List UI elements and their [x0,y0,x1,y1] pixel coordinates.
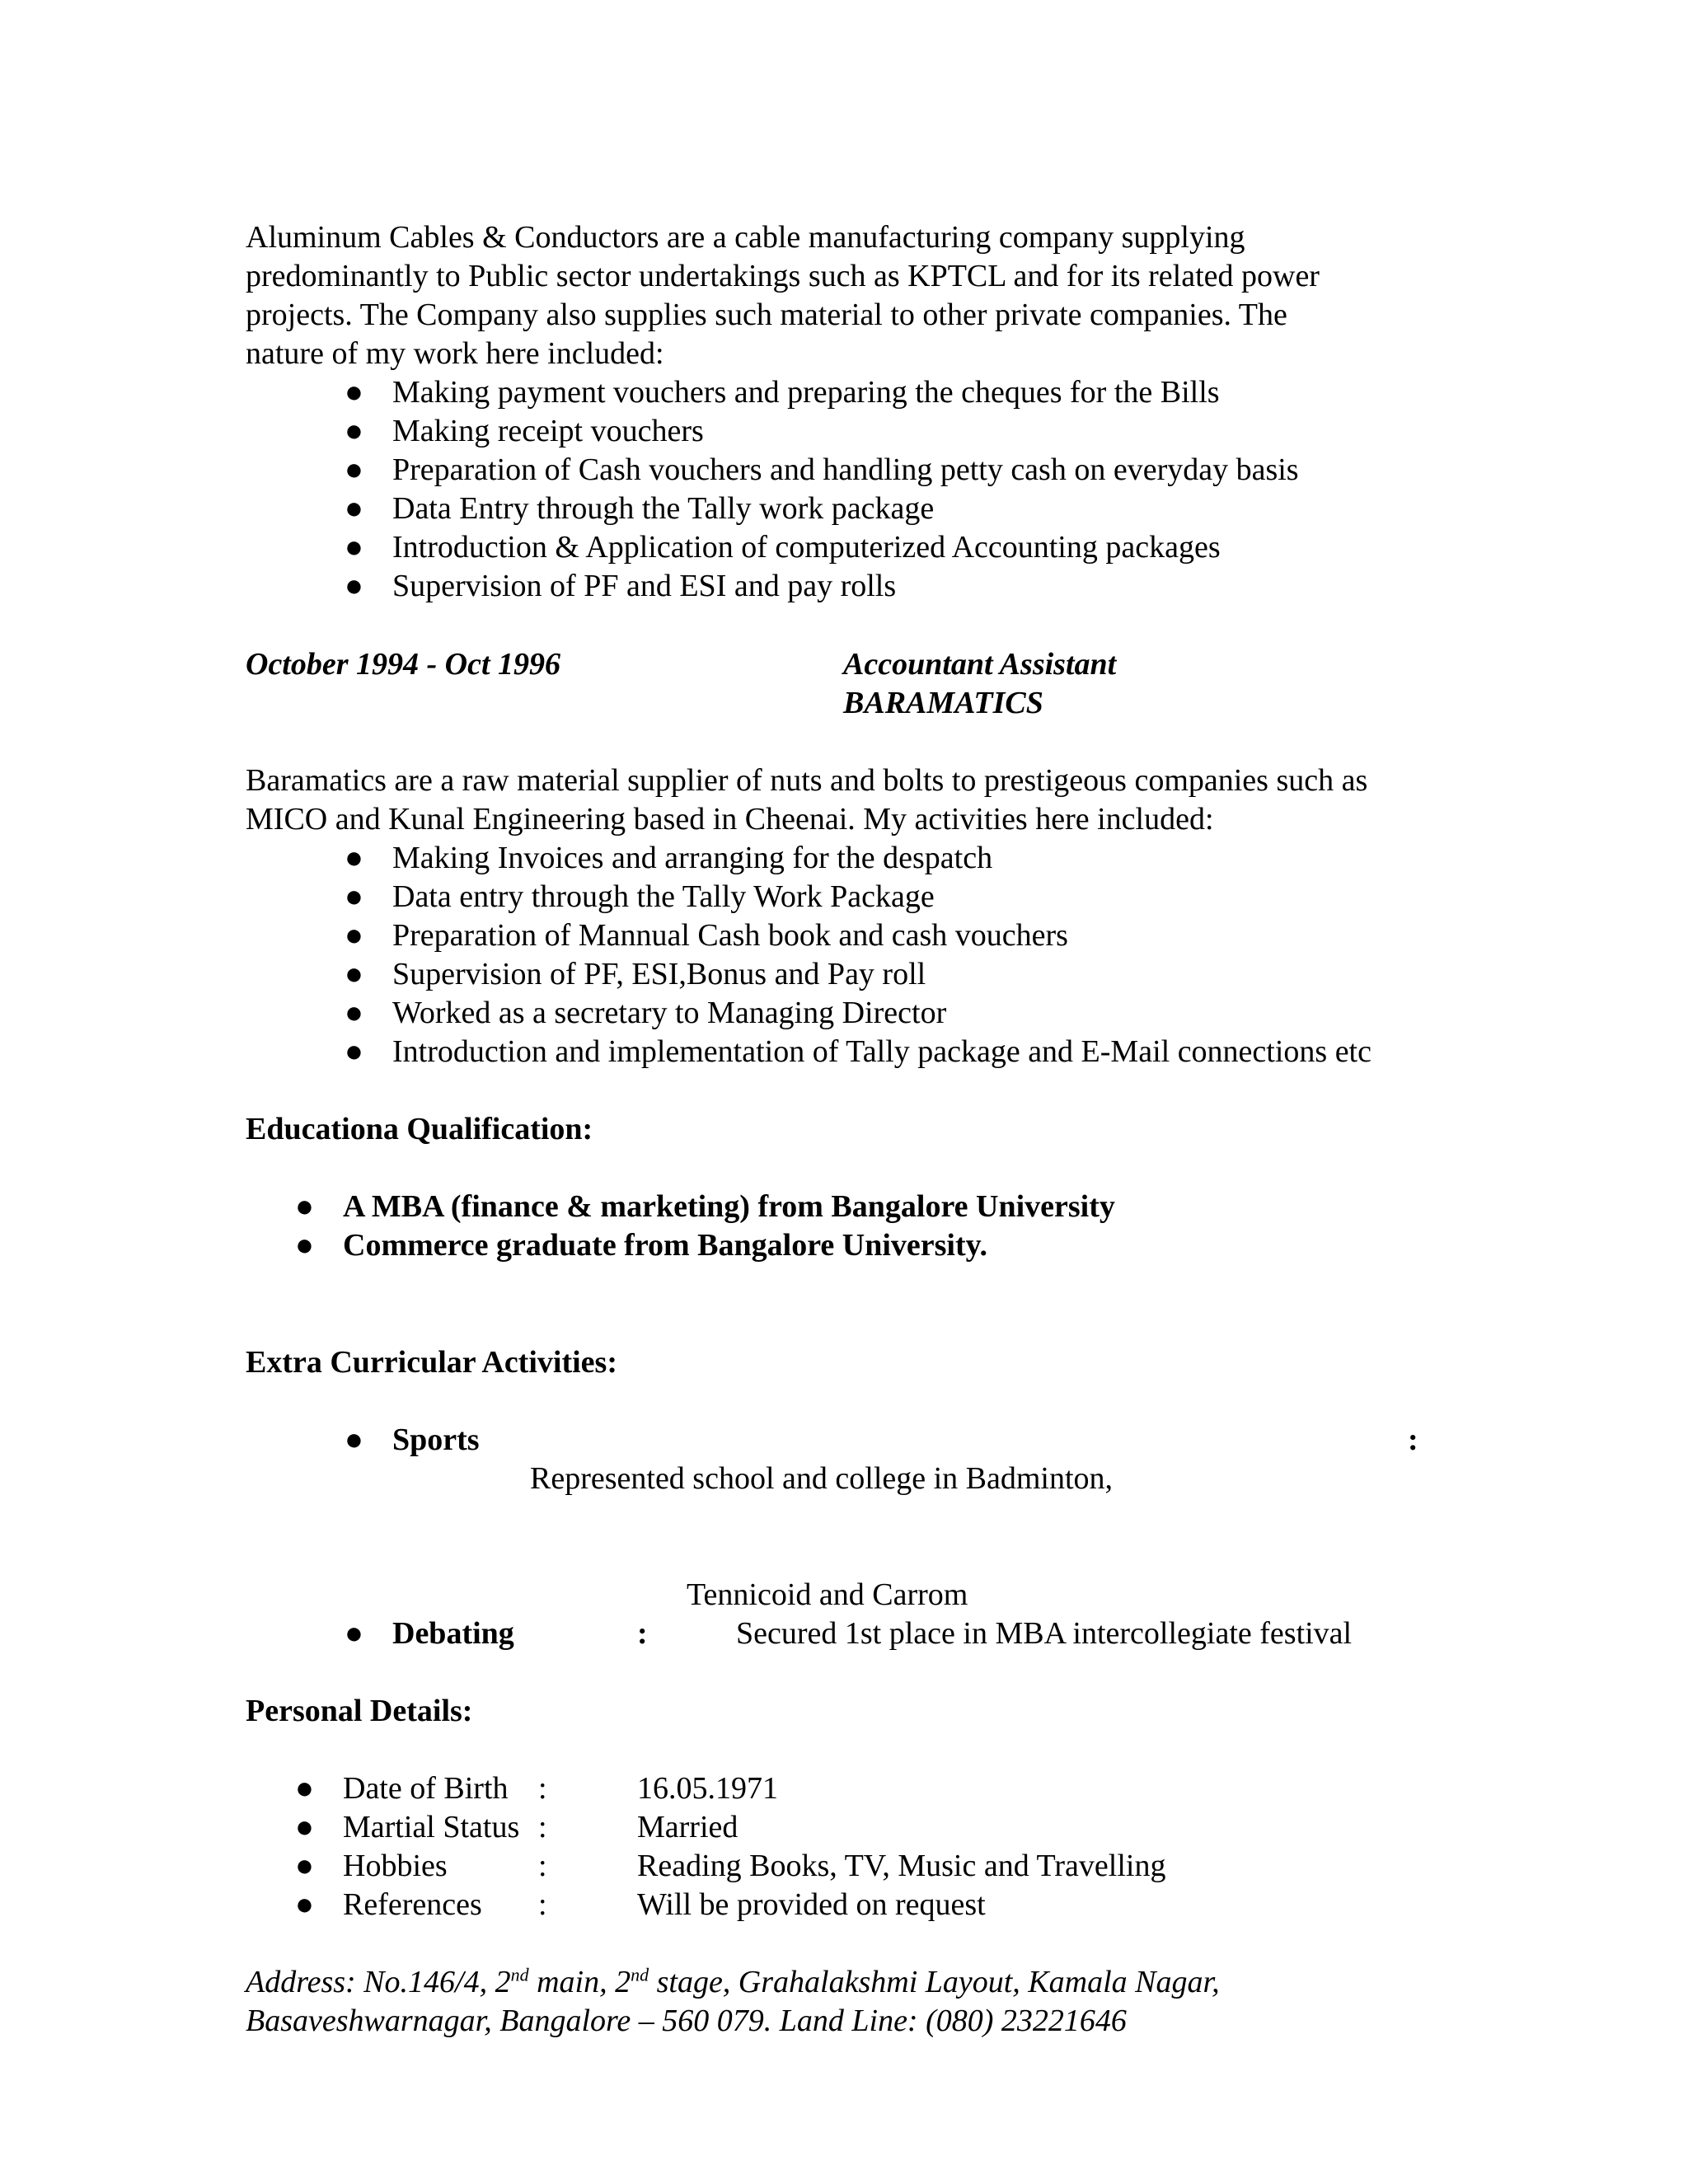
job2-company: BARAMATICS [843,686,1043,720]
personal-value: Will be provided on request [637,1887,986,1922]
debating-label: Debating [392,1616,514,1651]
personal-label: References [343,1887,482,1922]
list-item: A MBA (finance & marketing) from Bangalore University [343,1189,1115,1224]
list-item: Data Entry through the Tally work package [392,491,935,526]
personal-value: Reading Books, TV, Music and Travelling [637,1849,1166,1883]
list-item: Making Invoices and arranging for the despatch [392,841,993,875]
list-item: Preparation of Cash vouchers and handling petty cash on everyday basis [392,452,1299,487]
bullet-icon: ● [345,569,363,603]
personal-label: Martial Status [343,1810,520,1844]
address-sup-1: nd [510,1964,529,1985]
bullet-icon: ● [345,1616,363,1651]
personal-label: Date of Birth [343,1771,509,1806]
debating-text: Secured 1st place in MBA intercollegiate festival [736,1616,1353,1651]
personal-colon: : [538,1849,547,1883]
bullet-icon: ● [345,375,363,410]
bullet-icon: ● [345,491,363,526]
sports-text-2: Tennicoid and Carrom [687,1577,968,1612]
job2-line-1: Baramatics are a raw material supplier of nuts and bolts to prestigeous companies such as [246,763,1368,798]
list-item: Supervision of PF, ESI,Bonus and Pay roll [392,957,926,991]
bullet-icon: ● [345,879,363,914]
personal-heading: Personal Details: [246,1694,473,1728]
job1-line-2: predominantly to Public sector undertakings such as KPTCL and for its related power [246,259,1320,293]
bullet-icon: ● [345,841,363,875]
sports-colon: : [1408,1422,1418,1457]
bullet-icon: ● [345,957,363,991]
address-line-1 [246,1963,1220,2002]
bullet-icon: ● [295,1810,314,1844]
debating-colon: : [637,1616,648,1651]
list-item: Data entry through the Tally Work Package [392,879,935,914]
bullet-icon: ● [295,1887,314,1922]
bullet-icon: ● [345,414,363,448]
personal-value: 16.05.1971 [637,1771,778,1806]
job1-line-4: nature of my work here included: [246,336,664,371]
list-item: Commerce graduate from Bangalore University. [343,1228,988,1263]
bullet-icon: ● [345,530,363,565]
job2-line-2: MICO and Kunal Engineering based in Cheenai. My activities here included: [246,802,1214,837]
personal-colon: : [538,1810,547,1844]
list-item: Making receipt vouchers [392,414,704,448]
bullet-icon: ● [345,452,363,487]
address-mid: main, 2 [528,1965,631,1999]
bullet-icon: ● [345,918,363,953]
job2-role: Accountant Assistant [843,647,1117,682]
job2-period: October 1994 - Oct 1996 [246,647,561,682]
personal-value: Married [637,1810,738,1844]
extra-heading: Extra Curricular Activities: [246,1345,617,1380]
bullet-icon: ● [345,1422,363,1457]
job1-line-1: Aluminum Cables & Conductors are a cable manufacturing company supplying [246,220,1245,255]
bullet-icon: ● [295,1189,314,1224]
list-item: Worked as a secretary to Managing Director [392,996,947,1030]
list-item: Supervision of PF and ESI and pay rolls [392,569,897,603]
bullet-icon: ● [345,1034,363,1069]
personal-colon: : [538,1771,547,1806]
list-item: Preparation of Mannual Cash book and cash vouchers [392,918,1068,953]
education-heading: Educationa Qualification: [246,1112,593,1146]
bullet-icon: ● [295,1228,314,1263]
address-prefix: Address: No.146/4, 2 [246,1965,511,1999]
personal-colon: : [538,1887,547,1922]
bullet-icon: ● [295,1849,314,1883]
personal-label: Hobbies [343,1849,448,1883]
list-item: Introduction & Application of computerized Accounting packages [392,530,1221,565]
address-suffix: stage, Grahalakshmi Layout, Kamala Nagar, [649,1965,1220,1999]
sports-label: Sports [392,1422,480,1457]
job1-line-3: projects. The Company also supplies such material to other private companies. The [246,298,1287,332]
list-item: Introduction and implementation of Tally package and E-Mail connections etc [392,1034,1372,1069]
bullet-icon: ● [295,1771,314,1806]
address-line-2: Basaveshwarnagar, Bangalore – 560 079. Land Line: (080) 23221646 [246,2004,1127,2038]
sports-text-1: Represented school and college in Badminton, [530,1461,1114,1496]
list-item: Making payment vouchers and preparing the cheques for the Bills [392,375,1220,410]
address-sup-2: nd [631,1964,649,1985]
bullet-icon: ● [345,996,363,1030]
